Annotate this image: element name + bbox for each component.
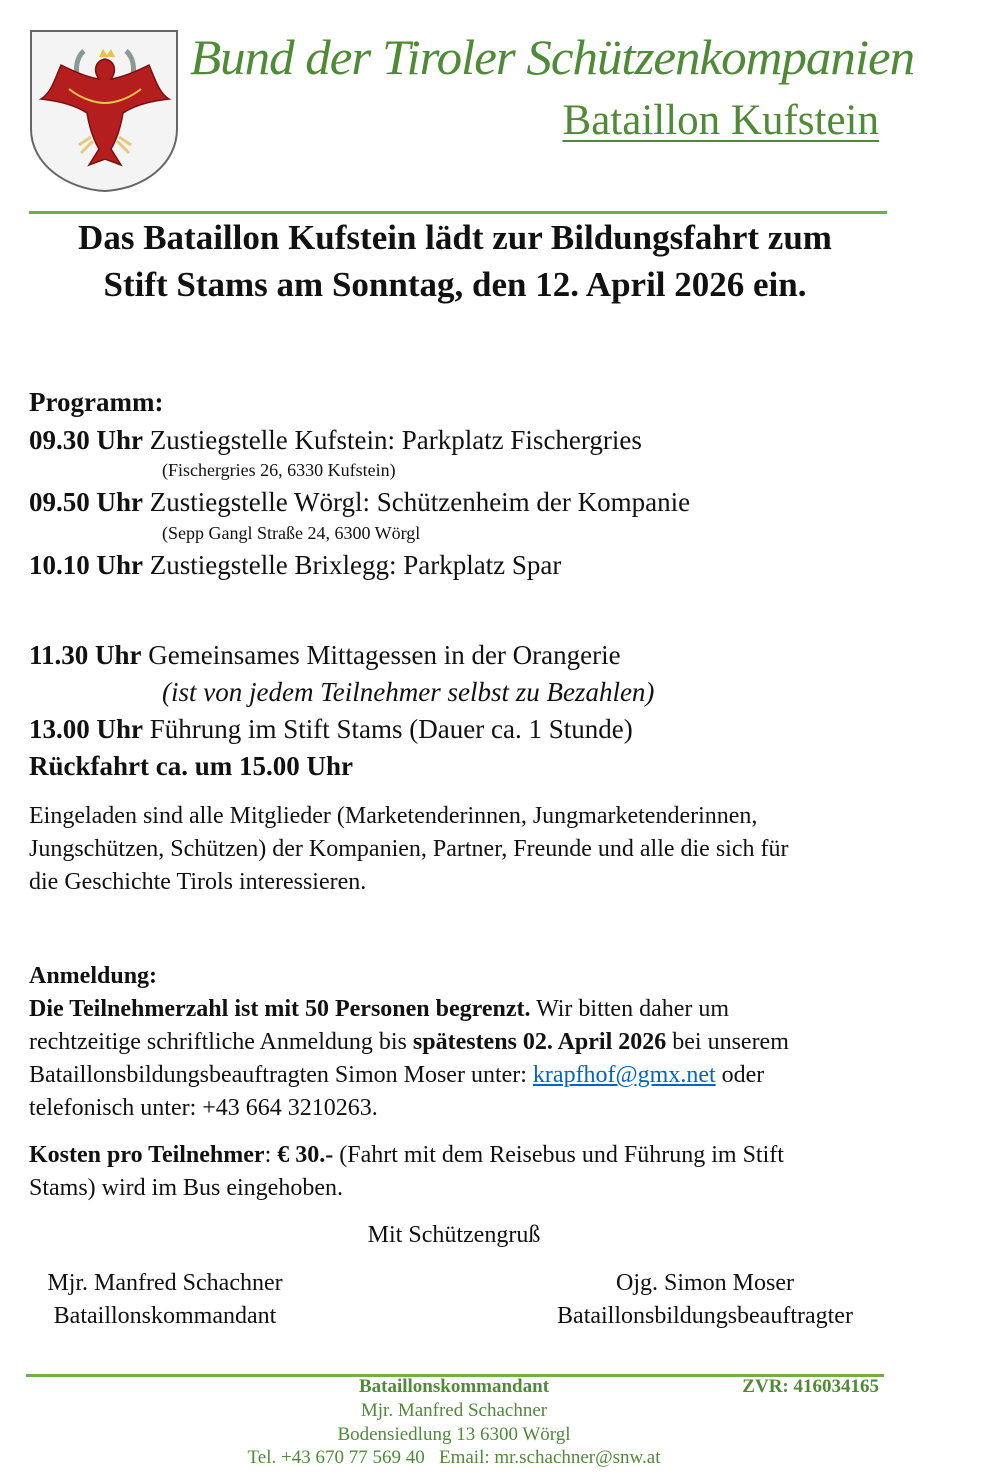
org-name: Bund der Tiroler Schützenkompanien xyxy=(190,29,915,85)
invitation-line: Eingeladen sind alle Mitglieder (Marketenderinnen, Jungmarketenderinnen, xyxy=(29,803,758,829)
program-time: 10.10 Uhr xyxy=(29,550,143,580)
closing: Mit Schützengruß xyxy=(367,1222,541,1248)
program-item xyxy=(29,712,633,746)
participant-limit: Die Teilnehmerzahl ist mit 50 Personen begrenzt. xyxy=(29,996,531,1022)
text: bei unserem xyxy=(666,1029,789,1055)
program-note: (Sepp Gangl Straße 24, 6300 Wörgl xyxy=(162,523,421,543)
signature-role: Bataillonsbildungsbeauftragter xyxy=(557,1303,853,1329)
program-item xyxy=(29,423,642,457)
program-item xyxy=(29,485,690,519)
page-title-line-1: Das Bataillon Kufstein lädt zur Bildungsfahrt zum xyxy=(78,218,832,257)
footer-name: Mjr. Manfred Schachner xyxy=(360,1400,548,1421)
text: (Fahrt mit dem Reisebus und Führung im Stift xyxy=(333,1142,784,1168)
invitation-line: Jungschützen, Schützen) der Kompanien, Partner, Freunde und alle die sich für xyxy=(29,836,789,862)
costs-amount: € 30.- xyxy=(277,1142,334,1168)
signature-role: Bataillonskommandant xyxy=(53,1303,277,1329)
signature-name: Ojg. Simon Moser xyxy=(615,1270,794,1296)
program-text: Gemeinsames Mittagessen in der Orangerie xyxy=(148,640,621,670)
program-item xyxy=(29,638,621,672)
footer-role: Bataillonskommandant xyxy=(358,1376,550,1397)
registration-heading: Anmeldung: xyxy=(29,963,158,989)
text: Bataillonsbildungsbeauftragten Simon Moser unter: xyxy=(29,1062,533,1088)
program-time: 13.00 Uhr xyxy=(29,714,143,744)
registration-line xyxy=(29,993,729,1026)
signature-name: Mjr. Manfred Schachner xyxy=(47,1270,283,1296)
program-note: (ist von jedem Teilnehmer selbst zu Bezahlen) xyxy=(162,677,655,707)
program-text: Zustiegstelle Wörgl: Schützenheim der Kompanie xyxy=(149,487,691,517)
program-heading: Programm: xyxy=(29,387,164,417)
text: : xyxy=(264,1142,278,1168)
text: oder xyxy=(715,1062,765,1088)
program-time: 09.30 Uhr xyxy=(29,425,143,455)
deadline: spätestens 02. April 2026 xyxy=(412,1029,667,1055)
program-text: Zustiegstelle Kufstein: Parkplatz Fischergries xyxy=(149,425,642,455)
program-item xyxy=(29,548,561,582)
footer-address: Bodensiedlung 13 6300 Wörgl xyxy=(337,1424,571,1445)
costs-line: Stams) wird im Bus eingehoben. xyxy=(29,1175,343,1201)
footer-contact: Tel. +43 670 77 569 40 Email: mr.schachner@snw.at xyxy=(247,1447,661,1468)
program-text: Zustiegstelle Brixlegg: Parkplatz Spar xyxy=(149,550,562,580)
text: Wir bitten daher um xyxy=(530,996,730,1022)
registration-line xyxy=(29,1026,789,1059)
costs-label: Kosten pro Teilnehmer xyxy=(29,1142,265,1168)
program-note: (Fischergries 26, 6330 Kufstein) xyxy=(162,460,396,480)
costs-line xyxy=(29,1139,784,1172)
invitation-line: die Geschichte Tirols interessieren. xyxy=(29,869,367,895)
email-link[interactable]: krapfhof@gmx.net xyxy=(532,1062,716,1088)
program-time: 09.50 Uhr xyxy=(29,487,143,517)
text: rechtzeitige schriftliche Anmeldung bis xyxy=(29,1029,413,1055)
program-text: Führung im Stift Stams (Dauer ca. 1 Stunde) xyxy=(149,714,633,744)
registration-line: telefonisch unter: +43 664 3210263. xyxy=(29,1095,378,1121)
coat-of-arms-icon xyxy=(29,29,181,198)
registration-line xyxy=(29,1059,764,1092)
page-title-line-2: Stift Stams am Sonntag, den 12. April 2026 ein. xyxy=(103,265,807,304)
unit-name: Bataillon Kufstein xyxy=(562,97,879,144)
footer-zvr: ZVR: 416034165 xyxy=(742,1376,879,1397)
program-time: 11.30 Uhr xyxy=(29,640,142,670)
return-time: Rückfahrt ca. um 15.00 Uhr xyxy=(29,751,353,781)
